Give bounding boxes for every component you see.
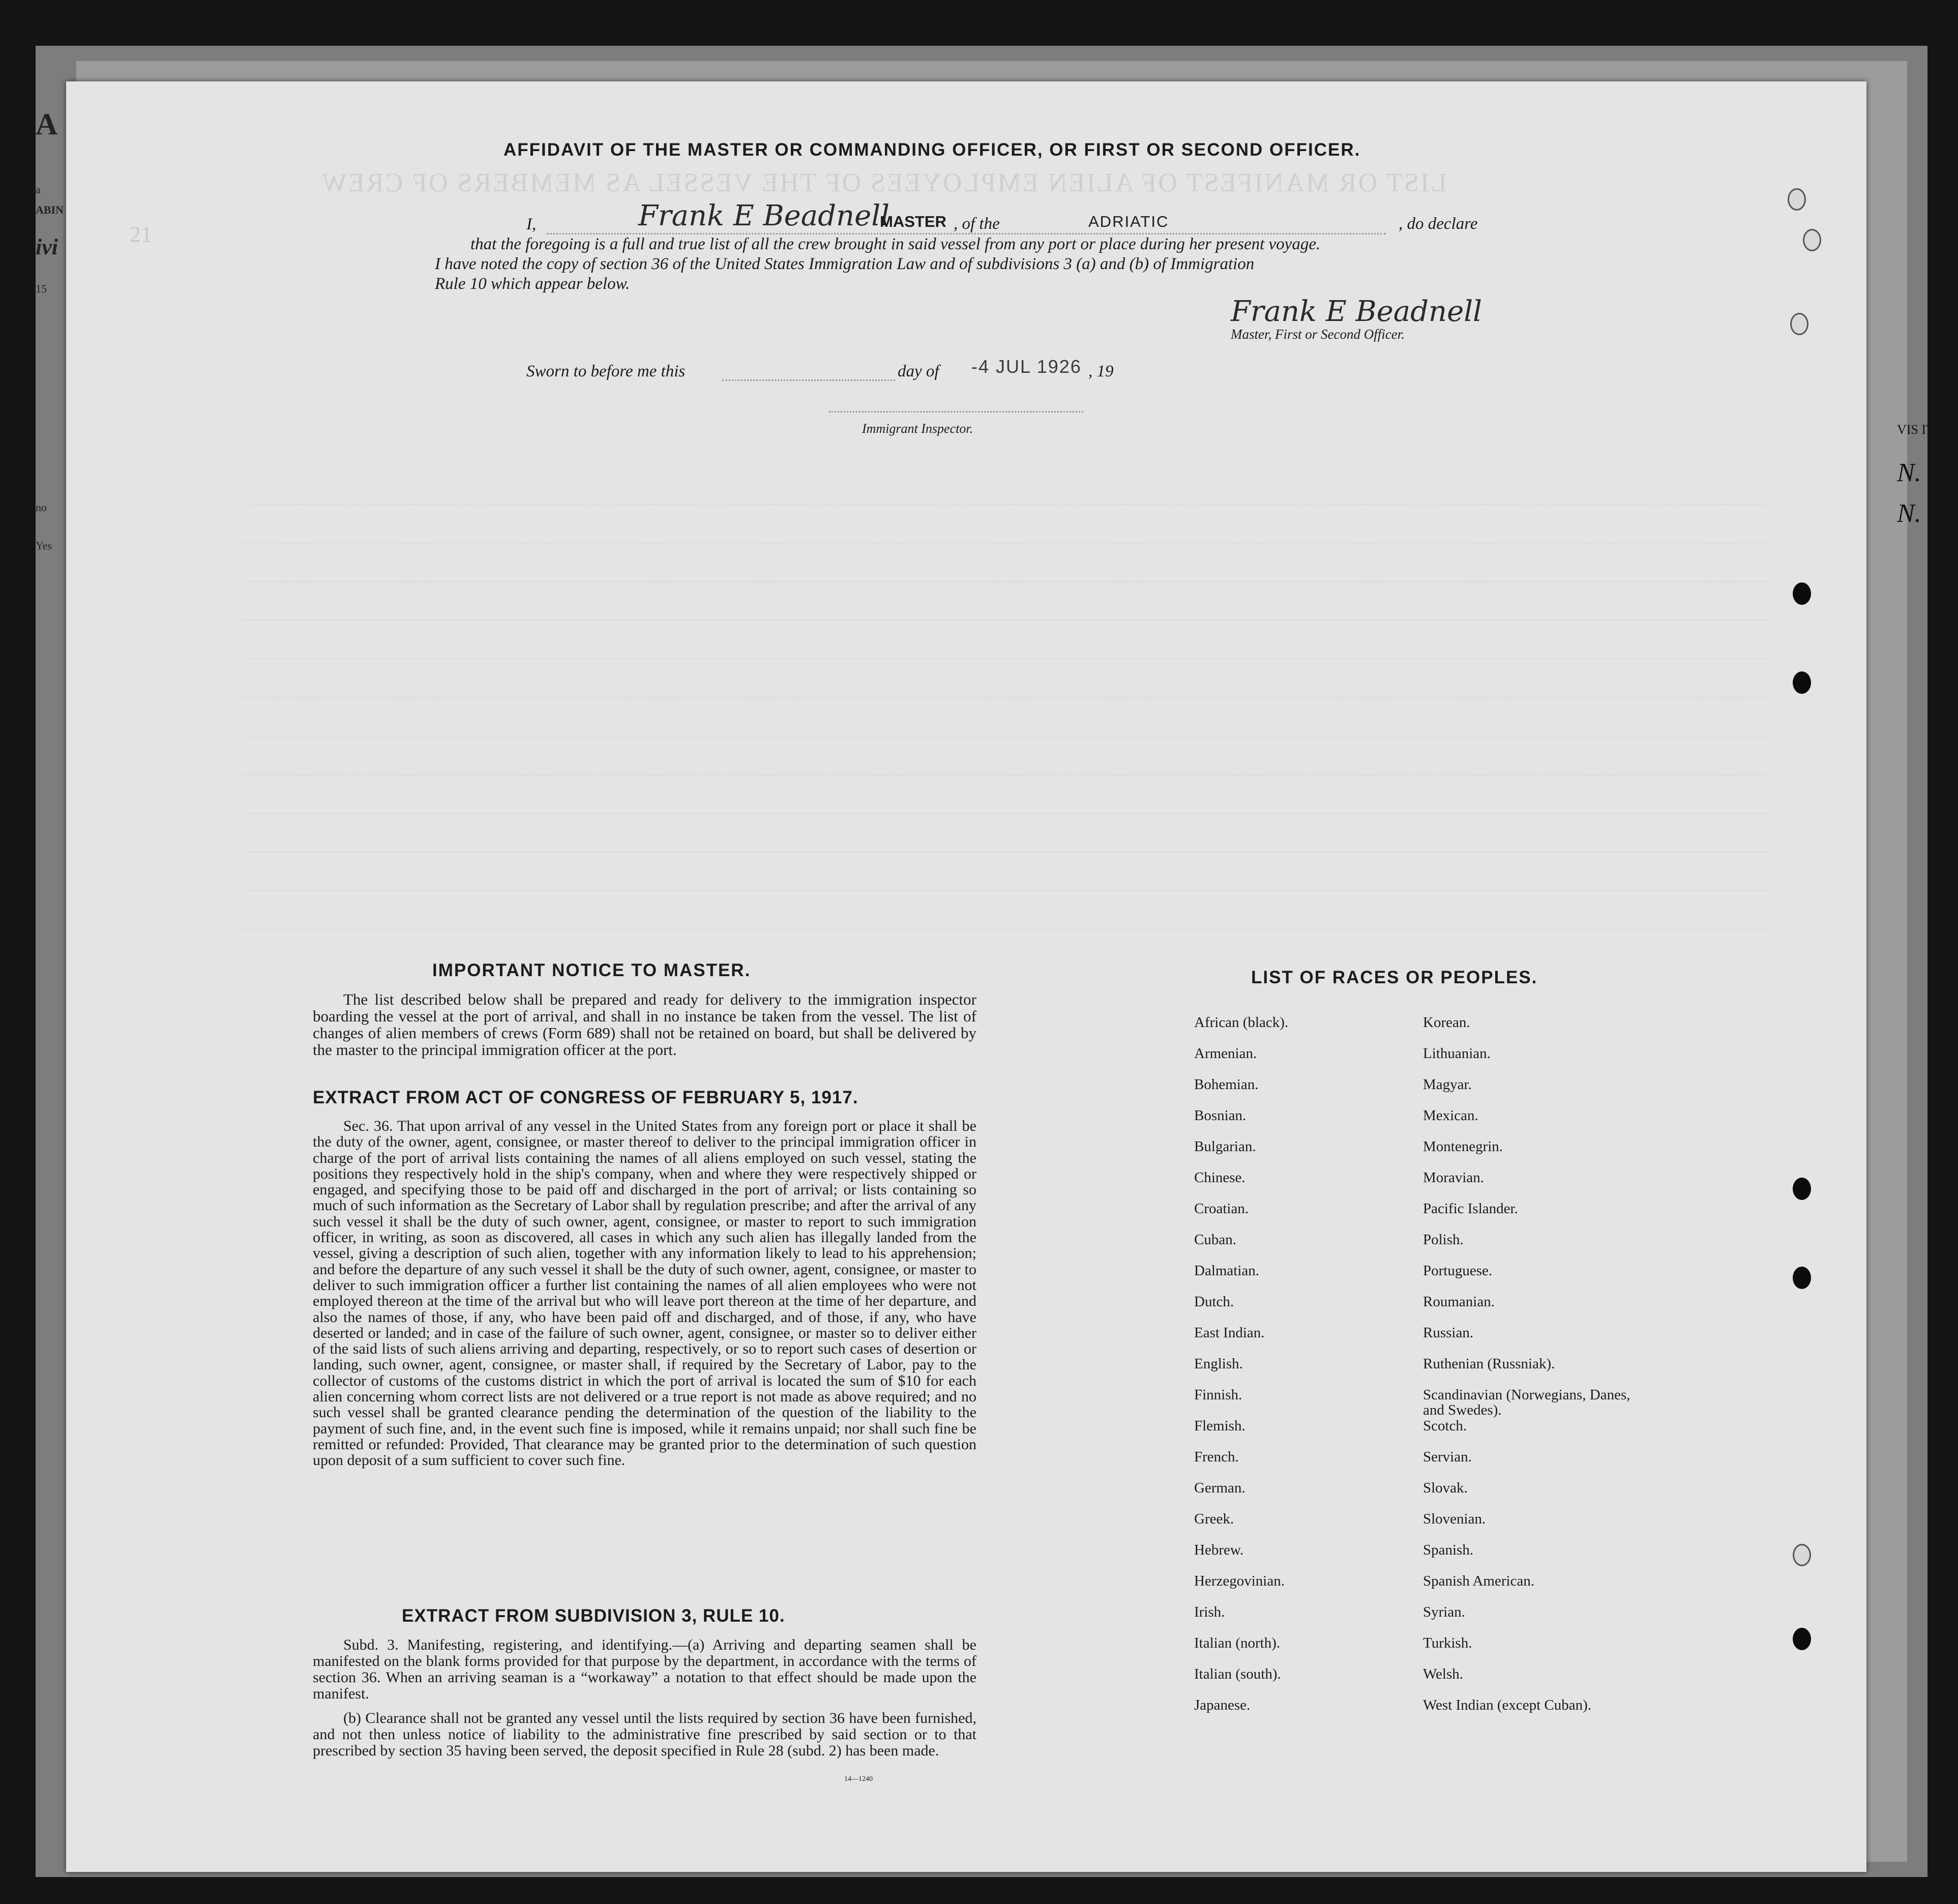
extract-rule-para-a: Subd. 3. Manifesting, registering, and identifying.—(a) Arriving and departing seamen shall be manifested on the blank forms provided for that purpose by the department, in accordance with the terms of section 36. When an arriving seaman is a “workaway” a notation to that effect should be made upon the manifest. <box>313 1636 976 1702</box>
left-edge-fragment: ABIN <box>36 203 64 216</box>
left-edge-fragment: a <box>36 183 41 196</box>
bleed-through-title: LIST OR MANIFEST OF ALIEN EMPLOYEES OF THE VESSEL AS MEMBERS OF CREW <box>320 168 1447 197</box>
punch-hole <box>1793 1628 1811 1650</box>
race-item: Lithuanian. <box>1423 1045 1491 1062</box>
race-item: Ruthenian (Russniak). <box>1423 1356 1555 1372</box>
race-item: Portuguese. <box>1423 1263 1493 1279</box>
races-left-column <box>1194 1015 1288 1729</box>
left-edge-fragment: Yes <box>36 539 52 552</box>
punch-hole <box>1788 188 1806 211</box>
race-item: Montenegrin. <box>1423 1138 1503 1155</box>
punch-hole <box>1793 1267 1811 1289</box>
day-of-text: day of <box>898 362 939 380</box>
vessel-name: ADRIATIC <box>1088 213 1169 230</box>
race-item: Italian (south). <box>1194 1666 1281 1682</box>
extract-rule-para-b: (b) Clearance shall not be granted any vessel until the lists required by section 36 have been furnished, and not then unless notice of liability to the administrative fine prescribed by said section or to that prescribed by section 35 having been served, the deposit specified in Rule 28 (subd. 2) has been made. <box>313 1710 976 1759</box>
notice-title: IMPORTANT NOTICE TO MASTER. <box>432 960 751 980</box>
affidavit-title: AFFIDAVIT OF THE MASTER OR COMMANDING OFFICER, OR FIRST OR SECOND OFFICER. <box>503 140 1361 160</box>
race-item: Chinese. <box>1194 1169 1245 1186</box>
sworn-text: Sworn to before me this <box>526 362 686 380</box>
race-item: Spanish American. <box>1423 1573 1535 1589</box>
affidavit-line-3: I have noted the copy of section 36 of the United States Immigration Law and of subdivisions 3 (a) and (b) of Immigration <box>435 255 1255 273</box>
race-item: Roumanian. <box>1423 1294 1495 1310</box>
race-item: Bosnian. <box>1194 1107 1247 1124</box>
left-edge-letter: A <box>36 107 58 141</box>
race-item: Dalmatian. <box>1194 1263 1260 1279</box>
bleed-through-page-number: 21 <box>130 222 152 247</box>
punch-hole <box>1793 671 1811 694</box>
extract-act-body: Sec. 36. That upon arrival of any vessel in the United States from any foreign port or place it shall be the duty of the owner, agent, consignee, or master thereof to deliver to the principal immigration officer in charge of the port of arrival lists containing the names of all aliens employed on such vessel, stating the positions they respectively hold in the ship's company, when and where they were respectively shipped or engaged, and specifying those to be paid off and discharged in the port of arrival; or lists containing so much of such information as the Secretary of Labor shall by regulation prescribe; and after the arrival of any such vessel it shall be the duty of such owner, agent, consignee, or master to report to such immigration officer, in writing, as soon as discovered, all cases in which any such alien has illegally landed from the vessel, giving a description of such alien, together with any information likely to lead to his apprehension; and before the departure of any such vessel it shall be the duty of such owner, agent, consignee, or master to deliver to such immigration officer a further list containing the names of all alien employees who were not employed thereon at the time of the arrival but who will leave port thereon at the time of her departure, and also the names of those, if any, who have been paid off and discharged, and of those, if any, who have deserted or landed; and in case of the failure of such owner, agent, consignee, or master so to deliver either of the said lists of such aliens arriving and departing, respectively, or so to report such cases of desertion or landing, such owner, agent, consignee, or master shall, if required by the Secretary of Labor, pay to the collector of customs of the customs district in which the port of arrival is located the sum of $10 for each alien concerning whom correct lists are not delivered or a true report is not made as above required; and no such vessel shall be granted clearance pending the determination of the question of the liability to the payment of such fine, and, in the event such fine is imposed, while it remains unpaid; nor shall such fine be remitted or refunded: Provided, That clearance may be granted prior to the determination of such question upon deposit of a sum sufficient to cover such fine. <box>313 1118 976 1469</box>
race-item: Finnish. <box>1194 1387 1242 1403</box>
race-item: Russian. <box>1423 1325 1474 1341</box>
race-item: Armenian. <box>1194 1045 1257 1062</box>
race-item: Spanish. <box>1423 1542 1474 1558</box>
race-item: Cuban. <box>1194 1232 1236 1248</box>
race-item: Slovenian. <box>1423 1511 1486 1527</box>
race-item: Irish. <box>1194 1604 1225 1620</box>
affidavit-of-the: , of the <box>954 215 1000 233</box>
left-edge-fragment: no <box>36 501 47 514</box>
affidavit-line-4: Rule 10 which appear below. <box>435 275 630 293</box>
left-edge-fragment: ivi <box>36 235 58 259</box>
races-title: LIST OF RACES OR PEOPLES. <box>1251 968 1538 987</box>
right-edge-fragment: N. <box>1897 499 1921 528</box>
race-item: Herzegovinian. <box>1194 1573 1285 1589</box>
race-item: German. <box>1194 1480 1245 1496</box>
punch-hole <box>1793 582 1811 605</box>
right-edge-fragment: N. <box>1897 458 1921 487</box>
race-item: Slovak. <box>1423 1480 1468 1496</box>
form-number: 14—1240 <box>844 1775 873 1783</box>
race-item: Greek. <box>1194 1511 1234 1527</box>
race-item: English. <box>1194 1356 1243 1372</box>
master-title-stamp: MASTER <box>880 213 946 230</box>
race-item: East Indian. <box>1194 1325 1265 1341</box>
bleed-through-rows <box>244 473 1770 982</box>
notice-body: The list described below shall be prepared and ready for delivery to the immigration inspector boarding the vessel at the port of arrival, and shall in no instance be taken from the vessel. The list of changes of alien members of crews (Form 689) shall not be retained on board, but shall be delivered by the master to the principal immigration officer at the port. <box>313 990 976 1059</box>
race-item: Japanese. <box>1194 1697 1251 1713</box>
affidavit-line-2: that the foregoing is a full and true list of all the crew brought in said vessel from any port or place during her present voyage. <box>470 235 1321 253</box>
inspector-caption: Immigrant Inspector. <box>862 421 973 436</box>
extract-act-title: EXTRACT FROM ACT OF CONGRESS OF FEBRUARY 5, 1917. <box>313 1088 858 1107</box>
punch-hole <box>1803 229 1821 251</box>
race-item: Flemish. <box>1194 1418 1245 1434</box>
race-item: Pacific Islander. <box>1423 1200 1518 1217</box>
race-item: Syrian. <box>1423 1604 1465 1620</box>
races-right-column <box>1423 1015 1637 1729</box>
race-item: Welsh. <box>1423 1666 1464 1682</box>
punch-hole <box>1793 1178 1811 1200</box>
race-item: Croatian. <box>1194 1200 1249 1217</box>
right-edge-fragment: VIS IT <box>1897 422 1934 437</box>
punch-hole <box>1793 1544 1811 1566</box>
race-item: Moravian. <box>1423 1169 1484 1186</box>
affidavit-page <box>66 81 1866 1872</box>
extract-rule-title: EXTRACT FROM SUBDIVISION 3, RULE 10. <box>402 1606 785 1626</box>
sworn-dotted-line <box>722 375 895 381</box>
race-item: Bulgarian. <box>1194 1138 1256 1155</box>
race-item: African (black). <box>1194 1014 1289 1031</box>
race-item: Hebrew. <box>1194 1542 1244 1558</box>
race-item: Servian. <box>1423 1449 1472 1465</box>
race-item: French. <box>1194 1449 1239 1465</box>
officer-signature: Frank E Beadnell <box>1231 295 1482 328</box>
race-item: Scandinavian (Norwegians, Danes, and Swedes). <box>1423 1387 1630 1418</box>
race-item: Scotch. <box>1423 1418 1467 1434</box>
punch-hole <box>1790 313 1808 335</box>
master-signature: Frank E Beadnell <box>638 199 890 232</box>
year-suffix: , 19 <box>1088 362 1114 380</box>
race-item: Bohemian. <box>1194 1076 1259 1093</box>
race-item: Turkish. <box>1423 1635 1472 1651</box>
race-item: Korean. <box>1423 1014 1470 1031</box>
race-item: West Indian (except Cuban). <box>1423 1697 1592 1713</box>
left-edge-fragment: 15 <box>36 282 47 295</box>
race-item: Polish. <box>1423 1232 1464 1248</box>
race-item: Dutch. <box>1194 1294 1234 1310</box>
race-item: Italian (north). <box>1194 1635 1281 1651</box>
affidavit-i: I, <box>526 215 537 233</box>
date-stamp: -4 JUL 1926 <box>971 356 1082 377</box>
race-item: Magyar. <box>1423 1076 1472 1093</box>
officer-signature-caption: Master, First or Second Officer. <box>1231 327 1405 342</box>
race-item: Mexican. <box>1423 1107 1478 1124</box>
inspector-dotted-line <box>829 407 1083 413</box>
affidavit-do-declare: , do declare <box>1399 215 1478 233</box>
